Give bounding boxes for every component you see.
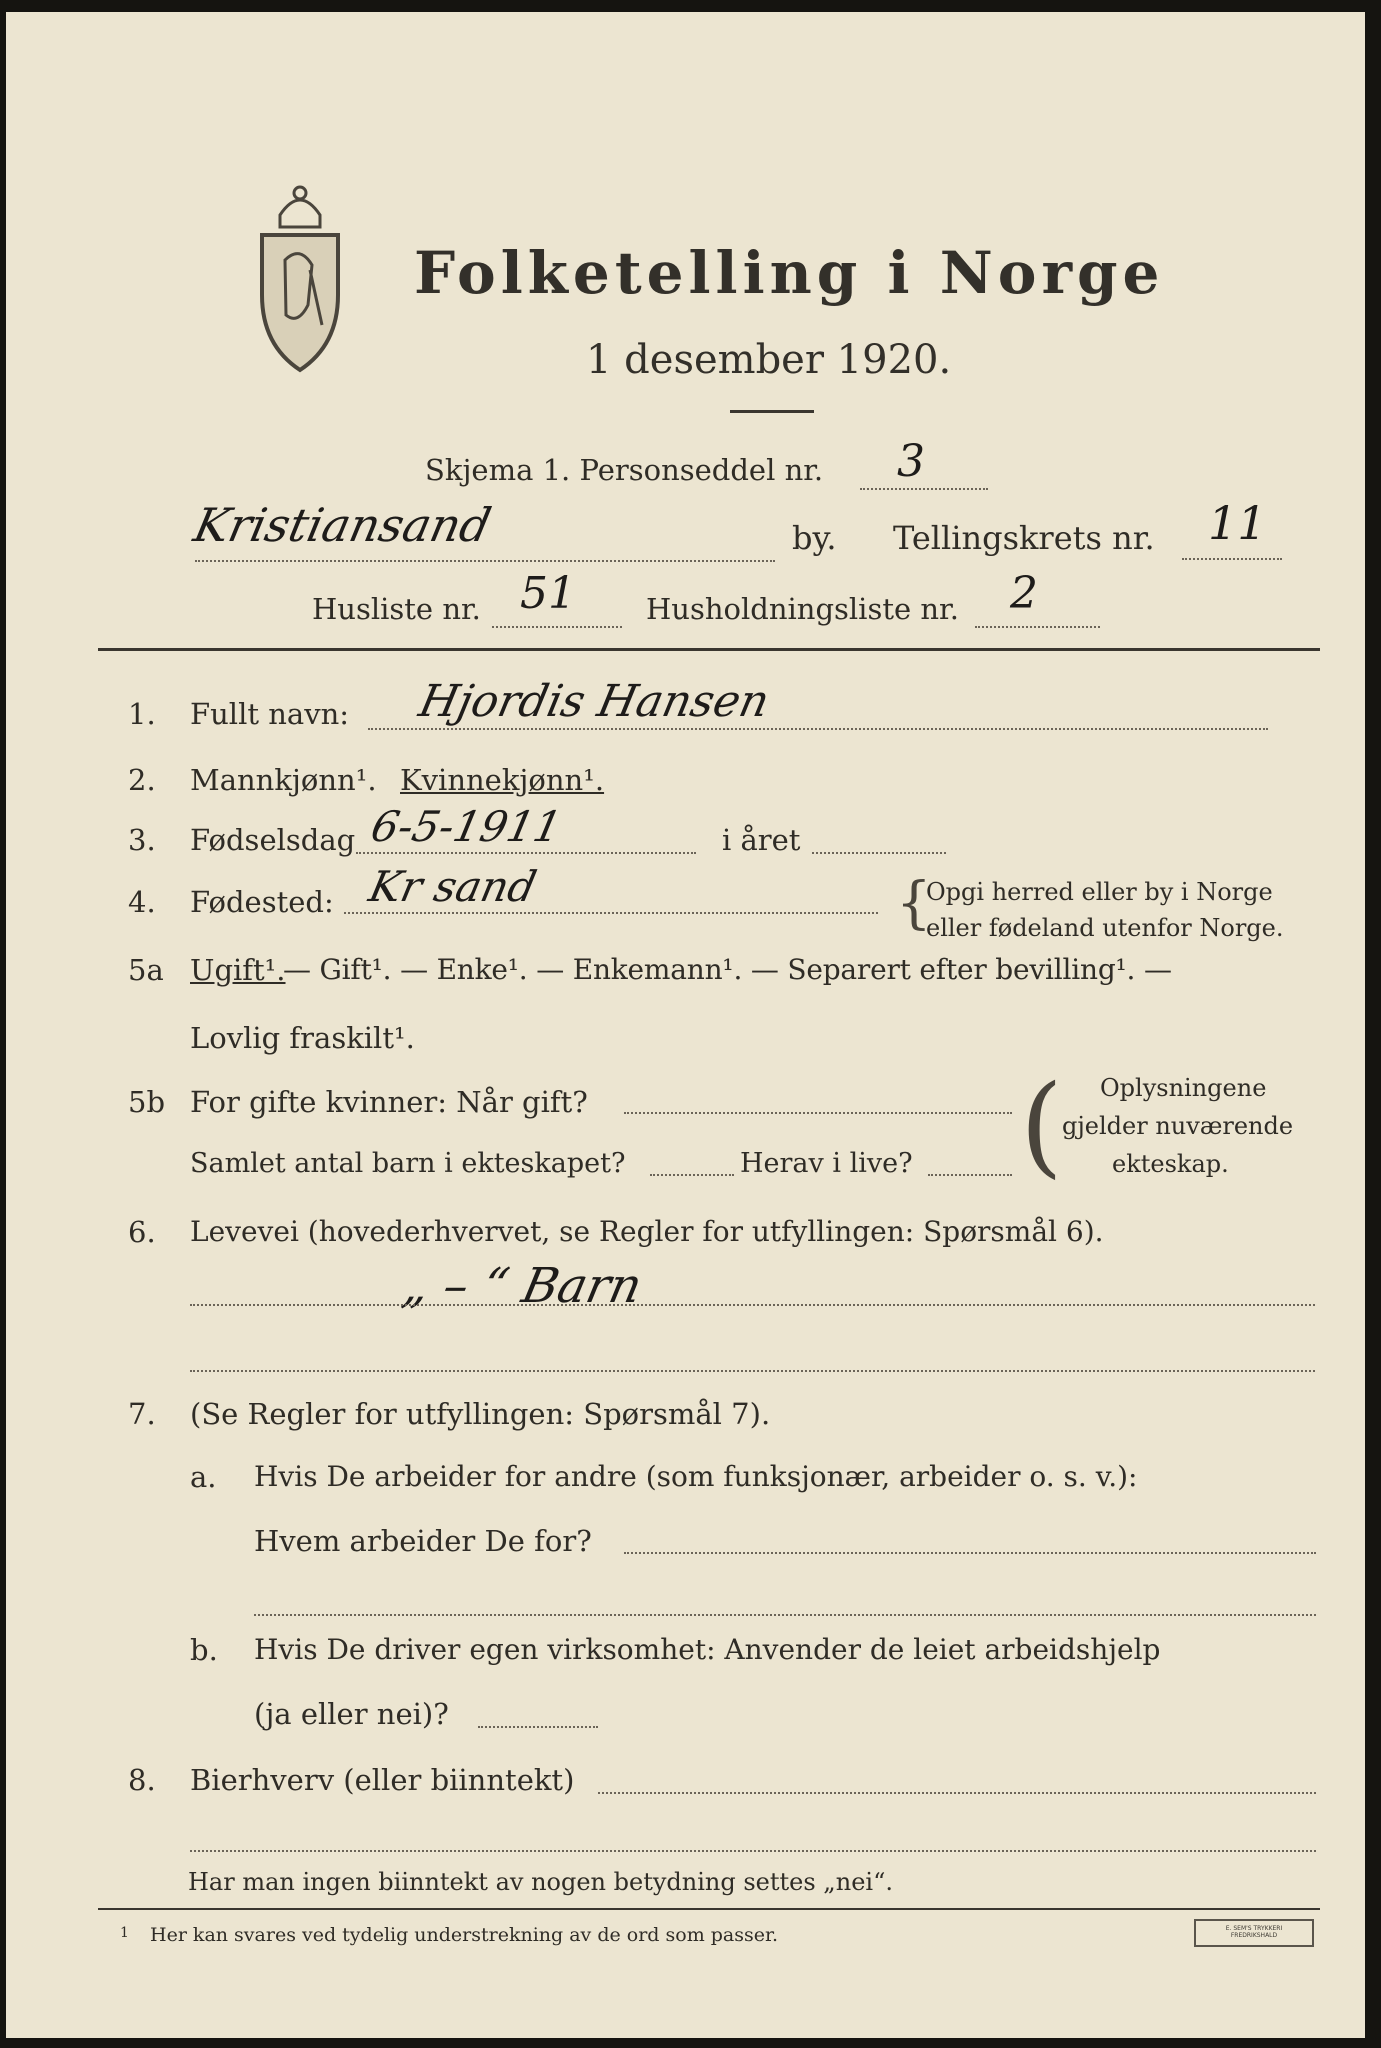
q5b-number: 5b xyxy=(128,1085,166,1119)
q8-line2 xyxy=(190,1850,1316,1852)
footnote-mark: 1 xyxy=(120,1925,129,1941)
printer-stamp xyxy=(1194,1919,1314,1947)
q5a-number: 5a xyxy=(128,953,164,987)
scan-edge-right xyxy=(1365,0,1381,2048)
q8-line1 xyxy=(598,1792,1316,1794)
q1-number: 1. xyxy=(128,697,156,731)
q1-line xyxy=(368,728,1268,730)
q4-note-line1: Opgi herred eller by i Norge xyxy=(926,878,1273,906)
header-divider xyxy=(98,648,1320,651)
q4-label: Fødested: xyxy=(190,885,334,919)
title-divider xyxy=(730,410,814,413)
q5b-note1: Oplysningene xyxy=(1100,1074,1267,1102)
schema-nr-line xyxy=(860,488,988,490)
city-value: Kristiansand xyxy=(189,498,496,552)
q7a-letter: a. xyxy=(190,1460,217,1494)
q5b-children-label: Samlet antal barn i ekteskapet? xyxy=(190,1148,626,1179)
q7-label: (Se Regler for utfyllingen: Spørsmål 7). xyxy=(190,1397,771,1431)
q2-number: 2. xyxy=(128,763,156,797)
by-label: by. xyxy=(792,519,837,557)
q4-note-line2: eller fødeland utenfor Norge. xyxy=(926,914,1284,942)
schema-label: Skjema 1. Personseddel nr. xyxy=(425,453,824,487)
scan-edge-top xyxy=(0,0,1381,12)
q5b-alive-line xyxy=(928,1174,1012,1176)
q1-value: Hjordis Hansen xyxy=(414,676,774,727)
q8-number: 8. xyxy=(128,1763,156,1797)
q5b-children-line xyxy=(650,1174,734,1176)
krets-line xyxy=(1182,558,1282,560)
q5a-options: — Gift¹. — Enke¹. — Enkemann¹. — Separert efter bevilling¹. — xyxy=(283,953,1172,986)
q2-male: Mannkjønn¹. xyxy=(190,763,377,797)
scan-edge-left xyxy=(0,0,6,2048)
q7-number: 7. xyxy=(128,1397,156,1431)
krets-label: Tellingskrets nr. xyxy=(893,519,1155,557)
q4-value: Kr sand xyxy=(364,862,541,911)
q3-year-line xyxy=(812,852,946,854)
q5b-note2: gjelder nuværende xyxy=(1062,1112,1294,1140)
q1-label: Fullt navn: xyxy=(190,697,350,731)
q7b-answer-line xyxy=(478,1726,598,1728)
q6-label: Levevei (hovederhvervet, se Regler for utfyllingen: Spørsmål 6). xyxy=(190,1215,1104,1248)
q3-value: 6-5-1911 xyxy=(366,802,567,851)
q6-line1 xyxy=(190,1304,1315,1306)
q5b-note3: ekteskap. xyxy=(1112,1150,1229,1178)
q3-number: 3. xyxy=(128,823,156,857)
q5b-note-brace: ( xyxy=(1020,1061,1063,1189)
census-date: 1 desember 1920. xyxy=(586,337,952,383)
q3-label: Fødselsdag xyxy=(190,823,356,857)
q8-label: Bierhverv (eller biinntekt) xyxy=(190,1763,575,1797)
footnote-divider xyxy=(98,1908,1320,1910)
form-title: Folketelling i Norge xyxy=(414,239,1165,307)
q5b-line1: For gifte kvinner: Når gift? xyxy=(190,1085,588,1119)
husliste-line xyxy=(492,626,622,628)
city-line xyxy=(195,560,775,562)
q3-line xyxy=(356,852,696,854)
husliste-label: Husliste nr. xyxy=(312,592,481,626)
q5b-married-line xyxy=(624,1112,1012,1114)
q3-year-label: i året xyxy=(722,823,801,857)
q4-note-brace: { xyxy=(896,871,932,936)
schema-nr-value: 3 xyxy=(897,436,925,487)
q7a-line1: Hvis De arbeider for andre (som funksjonær, arbeider o. s. v.): xyxy=(254,1460,1138,1493)
q4-line xyxy=(344,912,878,914)
husholdning-line xyxy=(975,626,1100,628)
q5b-alive-label: Herav i live? xyxy=(740,1148,913,1179)
q7a-extra-line xyxy=(254,1614,1316,1616)
q2-female: Kvinnekjønn¹. xyxy=(400,763,605,797)
q6-value: „ – “ Barn xyxy=(398,1258,647,1314)
husholdning-value: 2 xyxy=(1010,568,1038,619)
krets-value: 11 xyxy=(1208,496,1267,550)
footnote-text: Her kan svares ved tydelig understrekning av de ord som passer. xyxy=(150,1924,779,1946)
q7b-letter: b. xyxy=(190,1633,218,1667)
husliste-value: 51 xyxy=(520,568,576,619)
q7a-line2: Hvem arbeider De for? xyxy=(254,1524,592,1558)
printer-stamp-text: E. SEM'S TRYKKERI FREDRIKSHALD xyxy=(1225,1925,1283,1939)
husholdning-label: Husholdningsliste nr. xyxy=(646,592,959,626)
q7b-line2: (ja eller nei)? xyxy=(254,1697,449,1731)
q5a-ugift: Ugift¹. xyxy=(190,953,286,987)
coat-of-arms-icon xyxy=(250,175,350,375)
q4-number: 4. xyxy=(128,885,156,919)
q6-number: 6. xyxy=(128,1215,156,1249)
q8-note: Har man ingen biinntekt av nogen betydning settes „nei“. xyxy=(188,1868,893,1896)
q7b-line1: Hvis De driver egen virksomhet: Anvender de leiet arbeidshjelp xyxy=(254,1633,1161,1666)
scan-edge-bottom xyxy=(0,2038,1381,2048)
q6-line2 xyxy=(190,1370,1315,1372)
q7a-employer-line xyxy=(624,1552,1316,1554)
q5a-line2: Lovlig fraskilt¹. xyxy=(190,1021,415,1055)
